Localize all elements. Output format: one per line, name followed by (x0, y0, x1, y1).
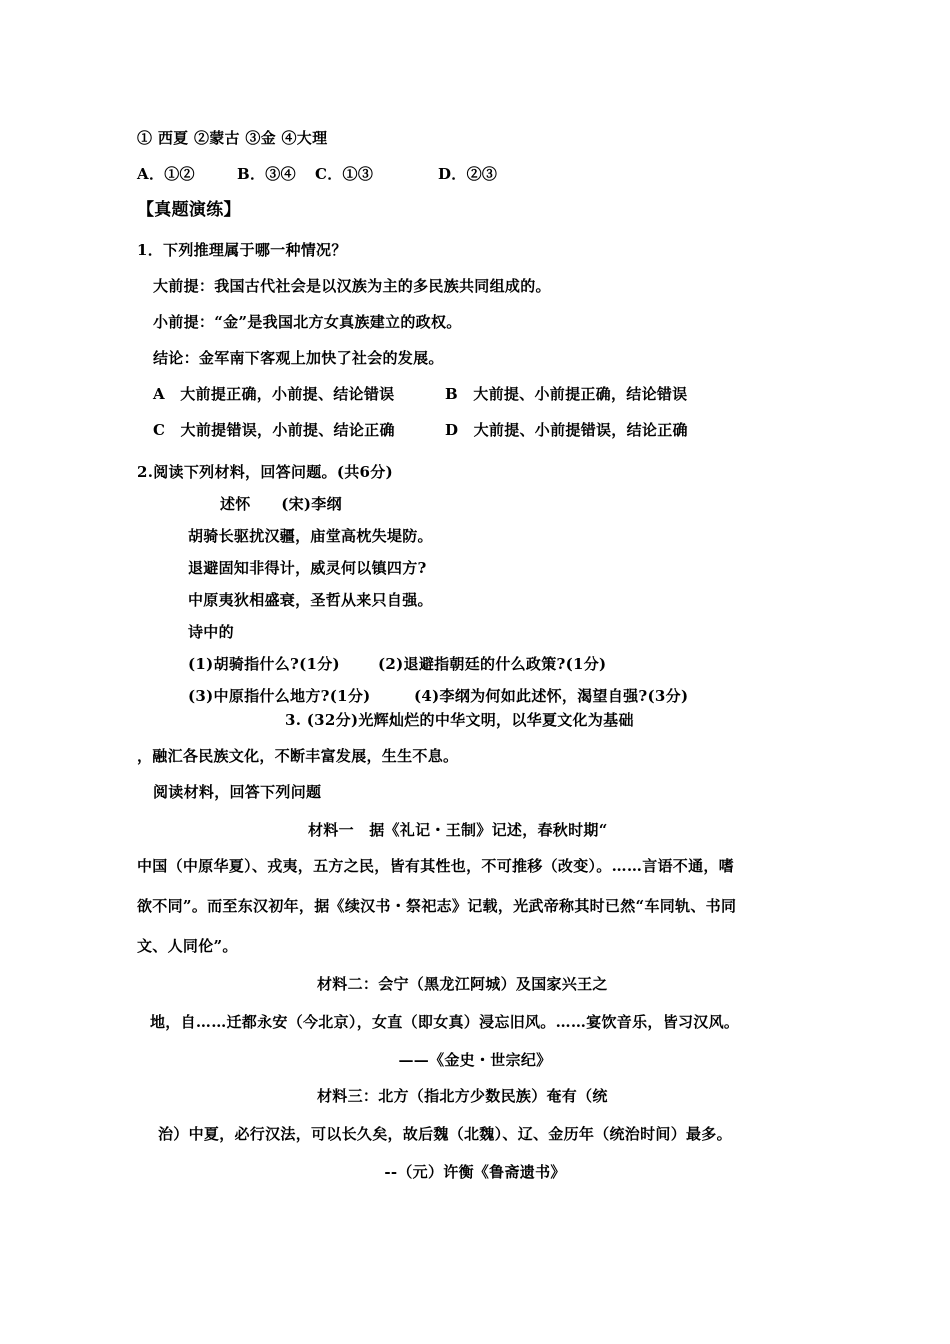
material-1-line: 中国（中原华夏）、戎夷，五方之民，皆有其性也，不可推移（改变）。……言语不通，嗜 (137, 857, 735, 875)
option-b: B．③④ (237, 165, 296, 183)
option-d: D．②③ (438, 165, 498, 183)
q1-major-premise: 大前提：我国古代社会是以汉族为主的多民族共同组成的。 (153, 277, 551, 295)
material-2-heading: 材料二：会宁（黑龙江阿城）及国家兴王之 (317, 975, 608, 993)
material-2-body: 地，自……迁都永安（今北京），女直（即女真）浸忘旧风。……宴饮音乐，皆习汉风。 (150, 1013, 740, 1031)
option-a: A．①② (137, 165, 195, 183)
poem-title: 述怀 (宋)李纲 (220, 495, 342, 513)
poem-line: 胡骑长驱扰汉疆，庙堂高枕失堤防。 (188, 527, 433, 545)
material-3-heading: 材料三：北方（指北方少数民族）奄有（统 (317, 1087, 608, 1105)
material-3-source: --（元）许衡《鲁斋遗书》 (384, 1163, 566, 1181)
items-line: ① 西夏 ②蒙古 ③金 ④大理 (137, 129, 328, 147)
material-2-source: ——《金史・世宗纪》 (398, 1051, 552, 1069)
q1-conclusion: 结论：金军南下客观上加快了社会的发展。 (153, 349, 444, 367)
poem-line: 中原夷狄相盛衰，圣哲从来只自强。 (188, 591, 433, 609)
q2-prompt: 诗中的 (188, 623, 234, 641)
q1-option-b: B 大前提、小前提正确，结论错误 (445, 385, 688, 403)
section-heading: 【真题演练】 (137, 200, 241, 220)
material-3-body: 治）中夏，必行汉法，可以长久矣，故后魏（北魏）、辽、金历年（统治时间）最多。 (158, 1125, 732, 1143)
q1-option-c: C 大前提错误，小前提、结论正确 (153, 421, 395, 439)
q2-sub-1: (1)胡骑指什么?(1分) (188, 655, 340, 673)
material-1-line: 欲不同”。而至东汉初年，据《续汉书・祭祀志》记载，光武帝称其时已然“车同轨、书同 (137, 897, 737, 915)
q3-stem-b: ，融汇各民族文化，不断丰富发展，生生不息。 (137, 747, 459, 765)
material-1-line: 文、人同伦”。 (137, 937, 238, 955)
q2-sub-4: (4)李纲为何如此述怀，渴望自强?(3分) (414, 687, 689, 705)
q1-option-a: A 大前提正确，小前提、结论错误 (153, 385, 395, 403)
q3-instruction: 阅读材料，回答下列问题 (153, 783, 322, 801)
q2-sub-2: (2)退避指朝廷的什么政策?(1分) (378, 655, 607, 673)
q2-stem: 2.阅读下列材料，回答问题。(共6分) (137, 463, 393, 481)
q1-option-d: D 大前提、小前提错误，结论正确 (445, 421, 688, 439)
poem-line: 退避固知非得计，威灵何以镇四方? (188, 559, 427, 577)
q2-sub-3: (3)中原指什么地方?(1分) (188, 687, 371, 705)
material-1-heading: 材料一 据《礼记・王制》记述，春秋时期“ (308, 821, 608, 839)
q1-stem: 1．下列推理属于哪一种情况？ (137, 241, 347, 259)
q1-minor-premise: 小前提：“金”是我国北方女真族建立的政权。 (153, 313, 462, 331)
option-c: C．①③ (315, 165, 374, 183)
q3-stem-a: 3. (32分)光辉灿烂的中华文明，以华夏文化为基础 (285, 711, 634, 729)
